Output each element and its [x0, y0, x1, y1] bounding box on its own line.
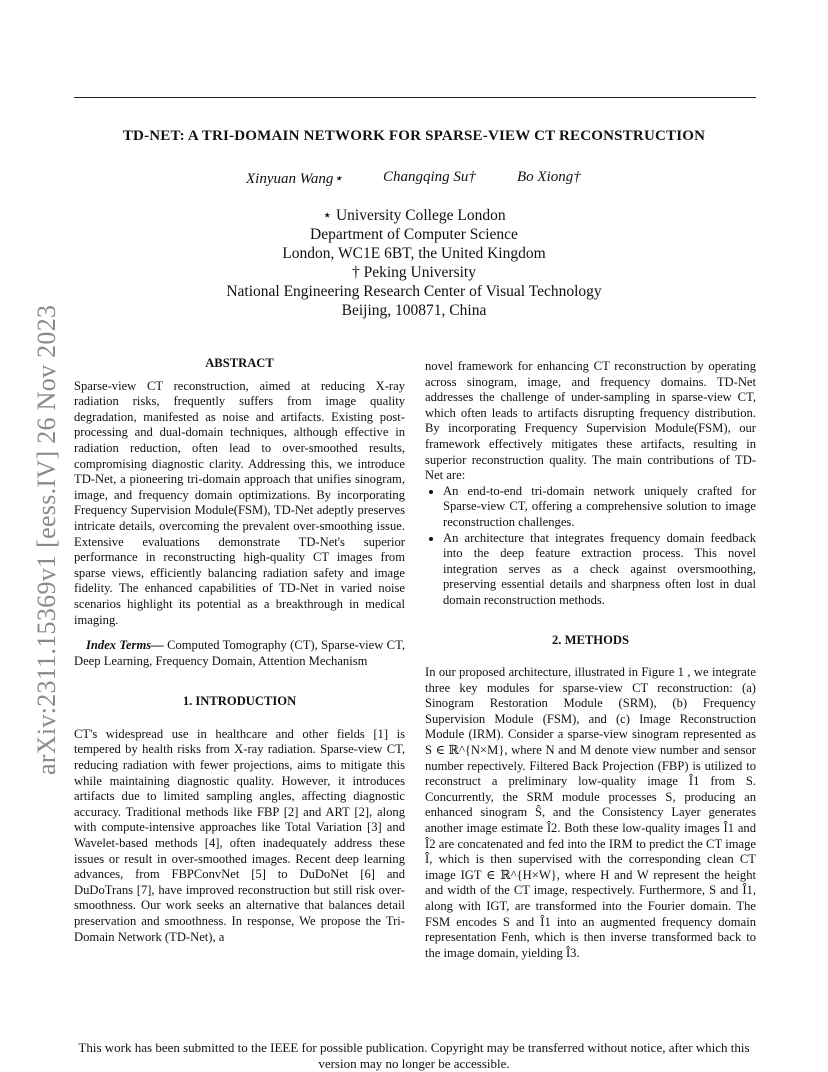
contribution-item: • An architecture that integrates frequency domain feedback into the deep feature extraction process. This novel integration serves as a check against oversmoothing, preserving essential details and sharpness often lost in dual domain reconstruction methods.: [443, 531, 756, 609]
author-2: Changqing Su†: [383, 169, 476, 185]
affiliations: [0, 206, 828, 320]
methods-heading: 2. METHODS: [552, 632, 629, 647]
contributions-list: [425, 484, 756, 609]
affiliation-line: National Engineering Research Center of Visual Technology: [226, 283, 602, 300]
abstract-heading: ABSTRACT: [205, 356, 274, 370]
author-3: Bo Xiong†: [517, 169, 581, 185]
index-terms: [74, 638, 405, 669]
index-terms-label: Index Terms—: [86, 638, 164, 653]
intro-continued-text: novel framework for enhancing CT reconstruction by operating across sinogram, image, and frequency domains. TD-Net addresses the challenge of under-sampling in sparse-view CT, which often leads to artifacts disrupting frequency distribution. By incorporating Frequency Supervision Module(FSM), our framework effectively mitigates these artifacts, resulting in superior reconstruction quality. The main contributions of TD-Net are:: [425, 359, 756, 483]
paper-title: TD-NET: A TRI-DOMAIN NETWORK FOR SPARSE-VIEW CT RECONSTRUCTION: [122, 128, 706, 144]
right-column: [425, 359, 756, 961]
affiliation-line: Department of Computer Science: [310, 226, 518, 243]
contribution-item: • An end-to-end tri-domain network uniquely crafted for Sparse-view CT, offering a comprehensive solution to image reconstruction challenges.: [443, 484, 756, 531]
arxiv-side-stamp: arXiv:2311.15369v1 [eess.IV] 26 Nov 2023: [32, 304, 61, 775]
affiliation-line: ⋆ University College London: [322, 207, 506, 224]
author-1: Xinyuan Wang⋆: [246, 171, 343, 187]
affiliation-line: Beijing, 100871, China: [341, 302, 487, 319]
methods-text: In our proposed architecture, illustrated in Figure 1 , we integrate three key modules for sparse-view CT reconstruction: (a) Sinogram Restoration Module (SRM), (b) Frequency Supervision Module (FSM), and (c) Image Reconstruction Module (IRM). Consider a sparse-view sinogram represented as S ∈ ℝ^{N×M}, where N and M denote view number and sensor number repectively. Filtered Back Projection (FBP) is utilized to reconstruct a preliminary low-quality image Î1 from S. Concurrently, the SRM module processes S, producing an enhanced sinogram Ŝ, and the Consistency Layer generates another image estimate Î2. Both these low-quality images Î1 and Î2 are concatenated and fed into the IRM to predict the CT image Î, which is then supervised with the corresponding clean CT image IGT ∈ ℝ^{H×W}, where H and W represent the height and width of the CT image, respectively. Furthermore, S and Î1, along with IGT, are transformed into the Fourier domain. The FSM encodes S and Î1 into an augmented frequency domain representation Fenh, which is then inverse transformed back to the image domain, yielding Î3.: [425, 665, 756, 960]
footer-note: This work has been submitted to the IEEE for possible publication. Copyright may be transferred without notice, after which this version may no longer be accessible.: [78, 1040, 750, 1071]
left-column: [74, 356, 405, 945]
intro-heading: 1. INTRODUCTION: [182, 694, 297, 709]
affiliation-line: London, WC1E 6BT, the United Kingdom: [282, 245, 546, 262]
header-rule: [74, 97, 756, 98]
abstract-text: Sparse-view CT reconstruction, aimed at reducing X-ray radiation risks, frequently suffers from image quality degradation, manifested as noise and artifacts. Existing post-processing and dual-domain techniques, although effective in radiation reduction, often lead to over-smoothed results, compromising diagnostic clarity. Addressing this, we introduce TD-Net, a pioneering tri-domain approach that unifies sinogram, image, and frequency domain optimizations. By incorporating Frequency Supervision Module(FSM), TD-Net adeptly preserves intricate details, overcoming the prevalent over-smoothing issue. Extensive evaluations demonstrate TD-Net's superior performance in reconstructing high-quality CT images from sparse views, efficiently balancing radiation safety and image fidelity. The enhanced capabilities of TD-Net in varied noise scenarios highlight its potential as a breakthrough in medical imaging.: [74, 378, 405, 627]
affiliation-line: † Peking University: [352, 264, 476, 281]
intro-text: CT's widespread use in healthcare and other fields [1] is tempered by health risks from X-ray radiation. Sparse-view CT, reducing radiation with fewer projections, aims to mitigate this while maintaining diagnostic quality. However, it introduces artifacts due to limited sampling angles, affecting diagnostic accuracy. Traditional methods like FBP [2] and ART [2], along with compute-intensive approaches like Total Variation [3] and Wavelet-based methods [4], often inadequately address these issues or result in over-smoothed images. Recent deep learning advances, from FBPConvNet [5] to DuDoNet [6] and DuDoTrans [7], have improved reconstruction but still risk over-smoothness. Our work seeks an alternative that balances detail preservation and smoothness. In response, We propose the Tri-Domain Network (TD-Net), a: [74, 726, 405, 944]
index-terms-text: Computed Tomography (CT), Sparse-view CT, Deep Learning, Frequency Domain, Attention Mechanism: [74, 638, 405, 668]
